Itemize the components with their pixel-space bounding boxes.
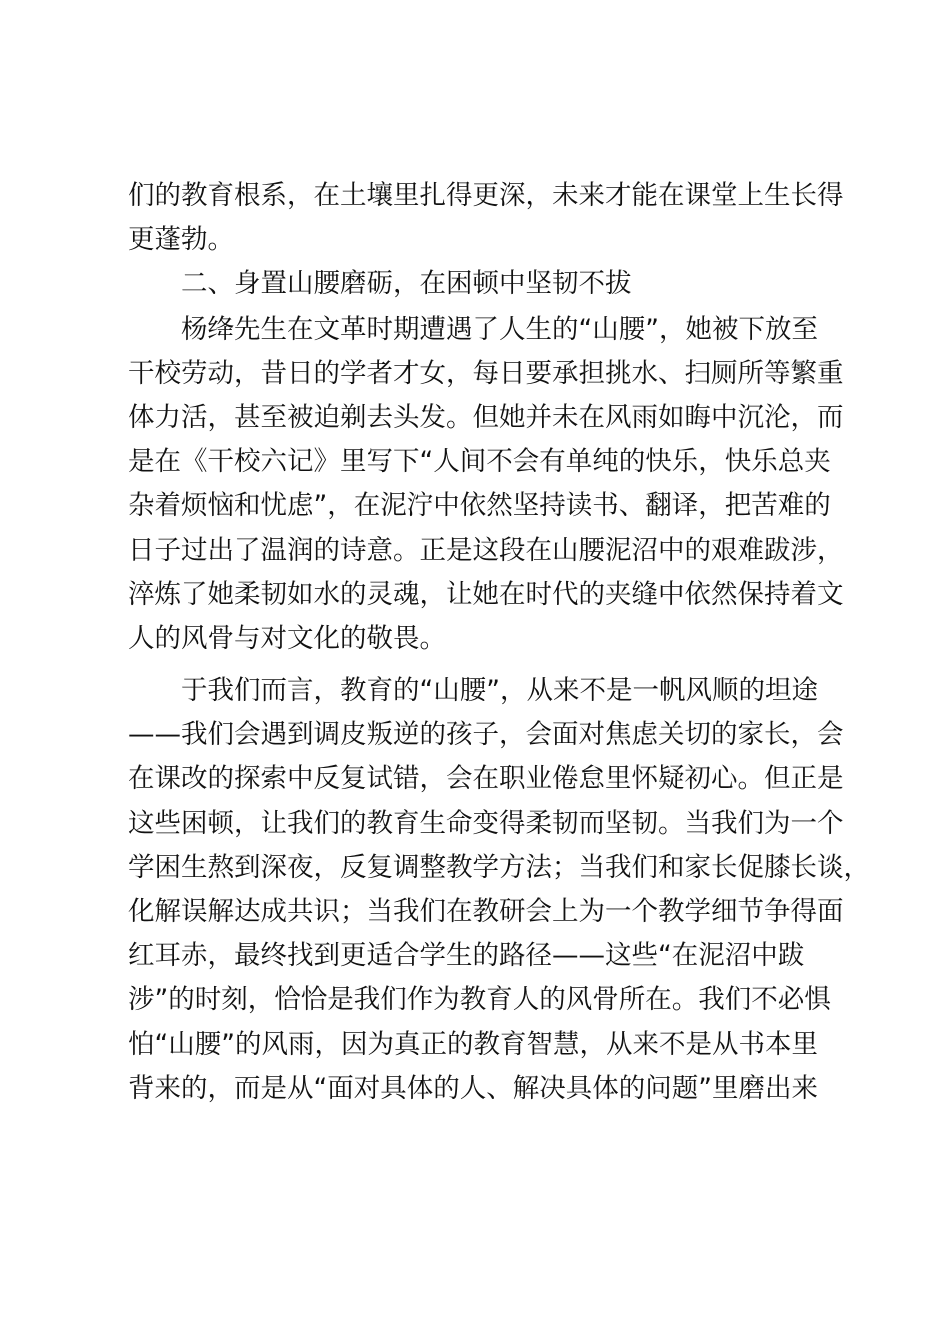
- text-line: ——我们会遇到调皮叛逆的孩子，会面对焦虑关切的家长，会: [128, 719, 844, 751]
- text-line: 们的教育根系，在土壤里扎得更深，未来才能在课堂上生长得: [128, 180, 844, 211]
- text-line: 化解误解达成共识；当我们在教研会上为一个教学细节争得面: [128, 896, 844, 927]
- text-line: 背来的，而是从“面对具体的人、解决具体的问题”里磨出来: [128, 1072, 818, 1104]
- paragraph-first-line: 杨绛先生在文革时期遭遇了人生的“山腰”，她被下放至: [181, 313, 818, 345]
- document-body: [128, 174, 870, 1111]
- text-line: 红耳赤，最终找到更适合学生的路径——这些“在泥沼中跋: [128, 940, 805, 972]
- text-line: 淬炼了她柔韧如水的灵魂，让她在时代的夹缝中依然保持着文: [128, 578, 844, 610]
- section-heading: 二、身置山腰磨砺，在困顿中坚韧不拔: [181, 268, 632, 300]
- text-line: 这些困顿，让我们的教育生命变得柔韧而坚韧。当我们为一个: [128, 807, 844, 839]
- text-line: 怕“山腰”的风雨，因为真正的教育智慧，从来不是从书本里: [128, 1028, 818, 1060]
- text-line: 在课改的探索中反复试错，会在职业倦怠里怀疑初心。但正是: [128, 763, 844, 795]
- text-line: 是在《干校六记》里写下“人间不会有单纯的快乐，快乐总夹: [128, 446, 831, 478]
- text-line: 体力活，甚至被迫剃去头发。但她并未在风雨如晦中沉沦，而: [128, 401, 844, 433]
- text-line: 干校劳动，昔日的学者才女，每日要承担挑水、扫厕所等繁重: [128, 357, 844, 389]
- text-line: 人的风骨与对文化的敬畏。: [128, 622, 446, 654]
- text-line: 杂着烦恼和忧虑”，在泥泞中依然坚持读书、翻译，把苦难的: [128, 490, 831, 522]
- text-line: 学困生熬到深夜，反复调整教学方法；当我们和家长促膝长谈，: [128, 851, 870, 883]
- text-line: 更蓬勃。: [128, 224, 234, 256]
- paragraph-gap: [128, 661, 836, 669]
- text-line: 涉”的时刻，恰恰是我们作为教育人的风骨所在。我们不必惧: [128, 984, 831, 1016]
- text-line: 日子过出了温润的诗意。正是这段在山腰泥沼中的艰难跋涉，: [128, 534, 844, 566]
- paragraph-first-line: 于我们而言，教育的“山腰”，从来不是一帆风顺的坦途: [181, 675, 818, 707]
